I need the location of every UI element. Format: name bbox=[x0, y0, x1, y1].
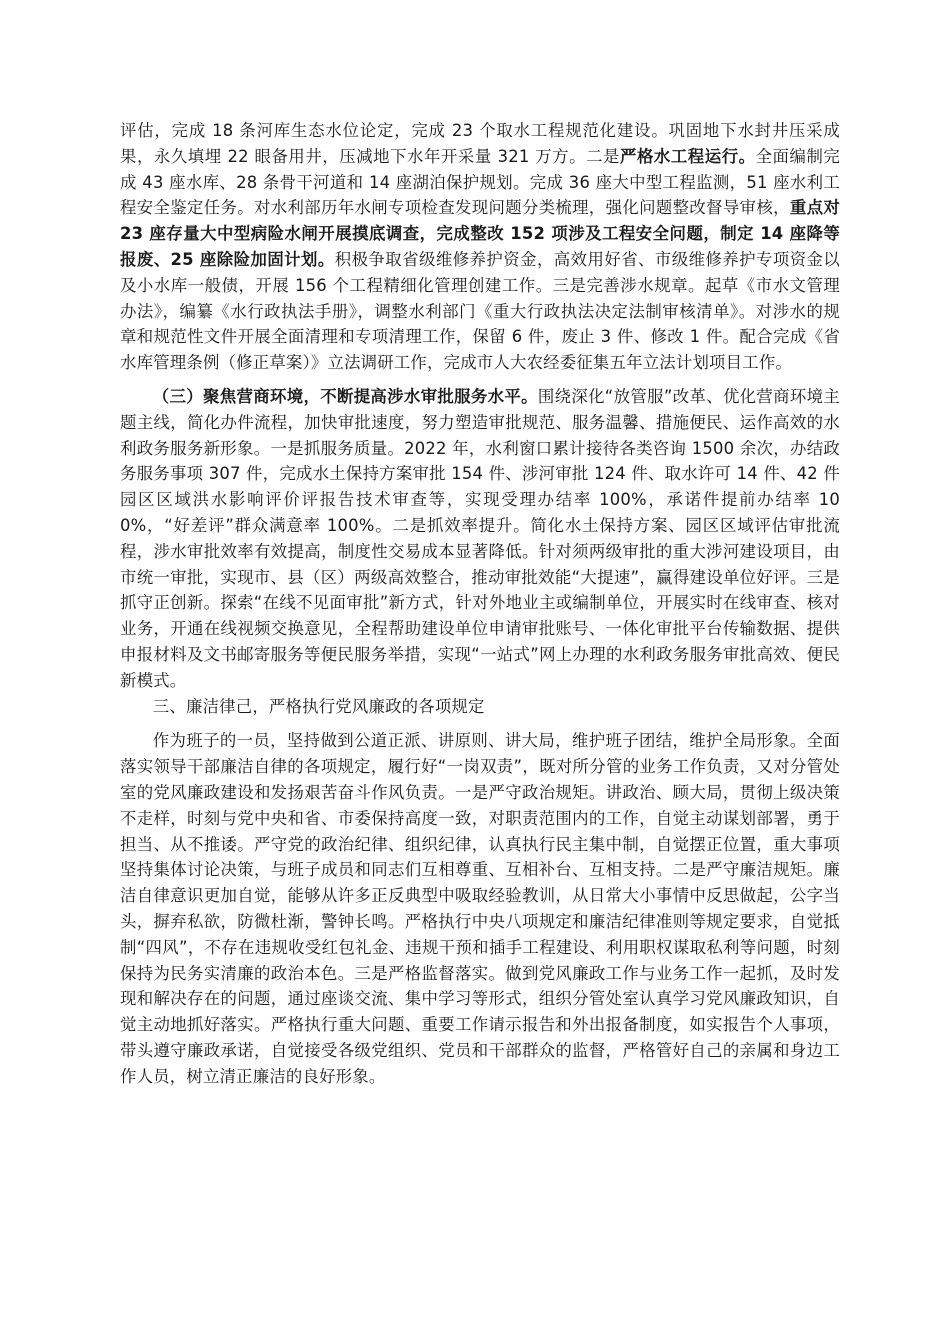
paragraph-text: 围绕深化“放管服”改革、优化营商环境主题主线，简化办件流程，加快审批速度，努力塑造审批规范、服务温馨、措施便民、运作高效的水利政务服务新形象。一是抓服务质量。2022 年，水利窗口累计接待各类咨询 1500 余次，办结政务服务事项 307 件，完成水土保持方案审批 154 件、涉河审批 124 件、取水许可 14 件、42 件园区区域洪水影响评价评报告技术审查等，实现受理办结率 100%，承诺件提前办结率 100%，“好差评”群众满意率 100%。二是抓效率提升。简化水土保持方案、园区区域评估审批流程，涉水审批效率有效提高，制度性交易成本显著降低。针对须两级审批的重大涉河建设项目，由市统一审批，实现市、县（区）两级高效整合，推动审批效能“大提速”，赢得建设单位好评。三是抓守正创新。探索“在线不见面审批”新方式，针对外地业主或编制单位，开展实时在线审查、核对业务，开通在线视频交换意见，全程帮助建设单位申请审批账号、一体化审批平台传输数据、提供申报材料及文书邮寄服务等便民服务举措，实现“一站式”网上办理的水利政务服务审批高效、便民新模式。 bbox=[120, 386, 840, 690]
paragraph-water-engineering bbox=[120, 118, 840, 376]
emphasis-text: 重点对 23 座存量大中型病险水闸开展摸底调查，完成整改 152 项涉及工程安全问题，制定 14 座降等报废、25 座除险加固计划。 bbox=[120, 198, 840, 269]
paragraph-text: 积极争取省级维修养护资金，高效用好省、市级维修养护专项资金以及小水库一般债，开展 156 个工程精细化管理创建工作。三是完善涉水规章。起草《市水文管理办法》，编纂《水行政执法手册》，调整水利部门《重大行政执法决定法制审核清单》。对涉水的规章和规范性文件开展全面清理和专项清理工作，保留 6 件，废止 3 件、修改 1 件。配合完成《省水库管理条例（修正草案）》立法调研工作，完成市人大农经委征集五年立法计划项目工作。 bbox=[120, 249, 840, 373]
emphasis-text: 严格水工程运行。 bbox=[620, 146, 756, 166]
document-page bbox=[120, 118, 840, 1089]
section-heading: 三、廉洁律己，严格执行党风廉政的各项规定 bbox=[152, 696, 485, 716]
paragraph-text: 全面编制完成 43 座水库、28 条骨干河道和 14 座湖泊保护规划。完成 36 座大中型工程监测，51 座水利工程安全鉴定任务。对水利部历年水闸专项检查发现问题分类梳理，强化问题整改督导审核， bbox=[120, 146, 841, 218]
paragraph-business-environment bbox=[120, 384, 840, 694]
paragraph-text: 评估，完成 18 条河库生态水位论定，完成 23 个取水工程规范化建设。巩固地下水封井压采成果，永久填埋 22 眼备用井，压减地下水年开采量 321 万方。二是 bbox=[120, 121, 840, 166]
paragraph-integrity: 作为班子的一员，坚持做到公道正派、讲原则、讲大局，维护班子团结，维护全局形象。全面落实领导干部廉洁自律的各项规定，履行好“一岗双责”，既对所分管的业务工作负责，又对分管处室的党风廉政建设和发扬艰苦奋斗作风负责。一是严守政治规矩。讲政治、顾大局，贯彻上级决策不走样，时刻与党中央和省、市委保持高度一致，对职责范围内的工作，自觉主动谋划部署，勇于担当、从不推诿。严守党的政治纪律、组织纪律，认真执行民主集中制，自觉摆正位置，重大事项坚持集体讨论决策，与班子成员和同志们互相尊重、互相补台、互相支持。二是严守廉洁规矩。廉洁自律意识更加自觉，能够从许多正反典型中吸取经验教训，从日常大小事情中反思做起，公字当头，摒弃私欲，防微杜渐，警钟长鸣。严格执行中央八项规定和廉洁纪律准则等规定要求，自觉抵制“四风”，不存在违规收受红包礼金、违规干预和插手工程建设、利用职权谋取私利等问题，时刻保持为民务实清廉的政治本色。三是严格监督落实。做到党风廉政工作与业务工作一起抓，及时发现和解决存在的问题，通过座谈交流、集中学习等形式，组织分管处室认真学习党风廉政知识，自觉主动地抓好落实。严格执行重大问题、重要工作请示报告和外出报备制度，如实报告个人事项，带头遵守廉政承诺，自觉接受各级党组织、党员和干部群众的监督，严格管好自己的亲属和身边工作人员，树立清正廉洁的良好形象。 bbox=[120, 731, 840, 1086]
section-subheading: （三）聚焦营商环境，不断提高涉水审批服务水平。 bbox=[152, 386, 538, 406]
